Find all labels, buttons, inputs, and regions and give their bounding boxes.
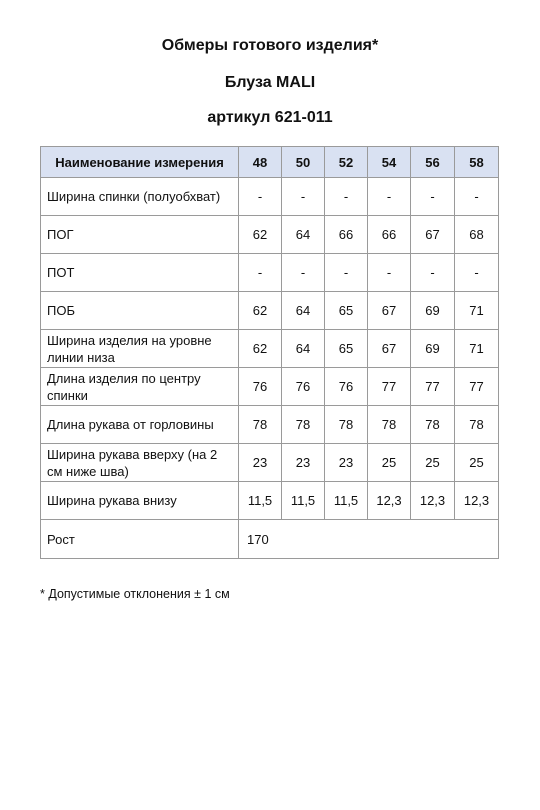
- measurement-value: 76: [282, 368, 325, 406]
- table-header-row: [41, 147, 499, 178]
- tolerance-footnote: * Допустимые отклонения ± 1 см: [40, 587, 230, 601]
- measurement-value: 12,3: [455, 482, 499, 520]
- measurement-value: -: [239, 178, 282, 216]
- measurement-value: 76: [325, 368, 368, 406]
- measurement-value: 71: [455, 292, 499, 330]
- table-row: [41, 330, 499, 368]
- measurement-value: 66: [325, 216, 368, 254]
- measurement-name: ПОТ: [41, 254, 239, 292]
- measurement-value: 65: [325, 330, 368, 368]
- measurement-name: Длина рукава от горловины: [41, 406, 239, 444]
- measurement-name: Длина изделия по центру спинки: [41, 368, 239, 406]
- column-header-name: Наименование измерения: [41, 147, 239, 178]
- column-header-size: 48: [239, 147, 282, 178]
- measurement-value: 66: [368, 216, 411, 254]
- column-header-size: 56: [411, 147, 455, 178]
- measurements-table: [40, 146, 499, 559]
- height-value: 170: [239, 520, 499, 559]
- table-row: [41, 216, 499, 254]
- measurement-value: 78: [282, 406, 325, 444]
- measurement-value: 78: [239, 406, 282, 444]
- measurement-value: 25: [411, 444, 455, 482]
- measurement-value: 68: [455, 216, 499, 254]
- table-row-height: [41, 520, 499, 559]
- table-row: [41, 406, 499, 444]
- measurement-name: ПОГ: [41, 216, 239, 254]
- measurement-value: 64: [282, 330, 325, 368]
- measurement-value: 69: [411, 292, 455, 330]
- measurement-value: 25: [455, 444, 499, 482]
- measurement-value: 67: [411, 216, 455, 254]
- table-row: [41, 482, 499, 520]
- measurement-value: 78: [368, 406, 411, 444]
- column-header-size: 58: [455, 147, 499, 178]
- column-header-size: 52: [325, 147, 368, 178]
- measurement-value: 23: [325, 444, 368, 482]
- column-header-size: 50: [282, 147, 325, 178]
- measurement-value: 25: [368, 444, 411, 482]
- measurement-name: Ширина рукава внизу: [41, 482, 239, 520]
- measurement-value: 78: [411, 406, 455, 444]
- measurement-value: -: [455, 254, 499, 292]
- measurement-value: 11,5: [282, 482, 325, 520]
- measurement-value: -: [282, 178, 325, 216]
- measurement-name: Ширина изделия на уровне линии низа: [41, 330, 239, 368]
- measurement-name: ПОБ: [41, 292, 239, 330]
- measurement-value: 67: [368, 292, 411, 330]
- measurement-value: 62: [239, 292, 282, 330]
- measurement-value: 62: [239, 330, 282, 368]
- table-row: [41, 368, 499, 406]
- table-row: [41, 178, 499, 216]
- measurement-value: -: [411, 178, 455, 216]
- measurement-value: 78: [325, 406, 368, 444]
- measurement-value: 65: [325, 292, 368, 330]
- measurement-value: 12,3: [368, 482, 411, 520]
- column-header-size: 54: [368, 147, 411, 178]
- measurement-value: -: [325, 178, 368, 216]
- measurement-value: 64: [282, 292, 325, 330]
- measurement-value: 77: [455, 368, 499, 406]
- measurement-value: 12,3: [411, 482, 455, 520]
- measurement-value: 77: [368, 368, 411, 406]
- table-row: [41, 292, 499, 330]
- measurement-value: 62: [239, 216, 282, 254]
- article-number: артикул 621-011: [207, 109, 333, 126]
- measurement-value: 11,5: [325, 482, 368, 520]
- measurement-name: Ширина рукава вверху (на 2 см ниже шва): [41, 444, 239, 482]
- measurement-value: -: [325, 254, 368, 292]
- measurement-value: 71: [455, 330, 499, 368]
- measurement-value: 23: [282, 444, 325, 482]
- measurement-value: 11,5: [239, 482, 282, 520]
- measurement-value: -: [282, 254, 325, 292]
- measurement-value: 76: [239, 368, 282, 406]
- document-title: Обмеры готового изделия*: [161, 37, 379, 54]
- measurement-name: Рост: [41, 520, 239, 559]
- measurement-value: 78: [455, 406, 499, 444]
- measurement-value: 69: [411, 330, 455, 368]
- table-row: [41, 444, 499, 482]
- measurement-value: -: [455, 178, 499, 216]
- table-row: [41, 254, 499, 292]
- measurement-value: 67: [368, 330, 411, 368]
- measurement-value: 23: [239, 444, 282, 482]
- product-name: Блуза MALI: [224, 74, 316, 91]
- measurement-value: 77: [411, 368, 455, 406]
- measurement-value: -: [239, 254, 282, 292]
- measurement-value: -: [368, 254, 411, 292]
- measurement-value: -: [411, 254, 455, 292]
- measurement-value: -: [368, 178, 411, 216]
- measurement-name: Ширина спинки (полуобхват): [41, 178, 239, 216]
- measurement-value: 64: [282, 216, 325, 254]
